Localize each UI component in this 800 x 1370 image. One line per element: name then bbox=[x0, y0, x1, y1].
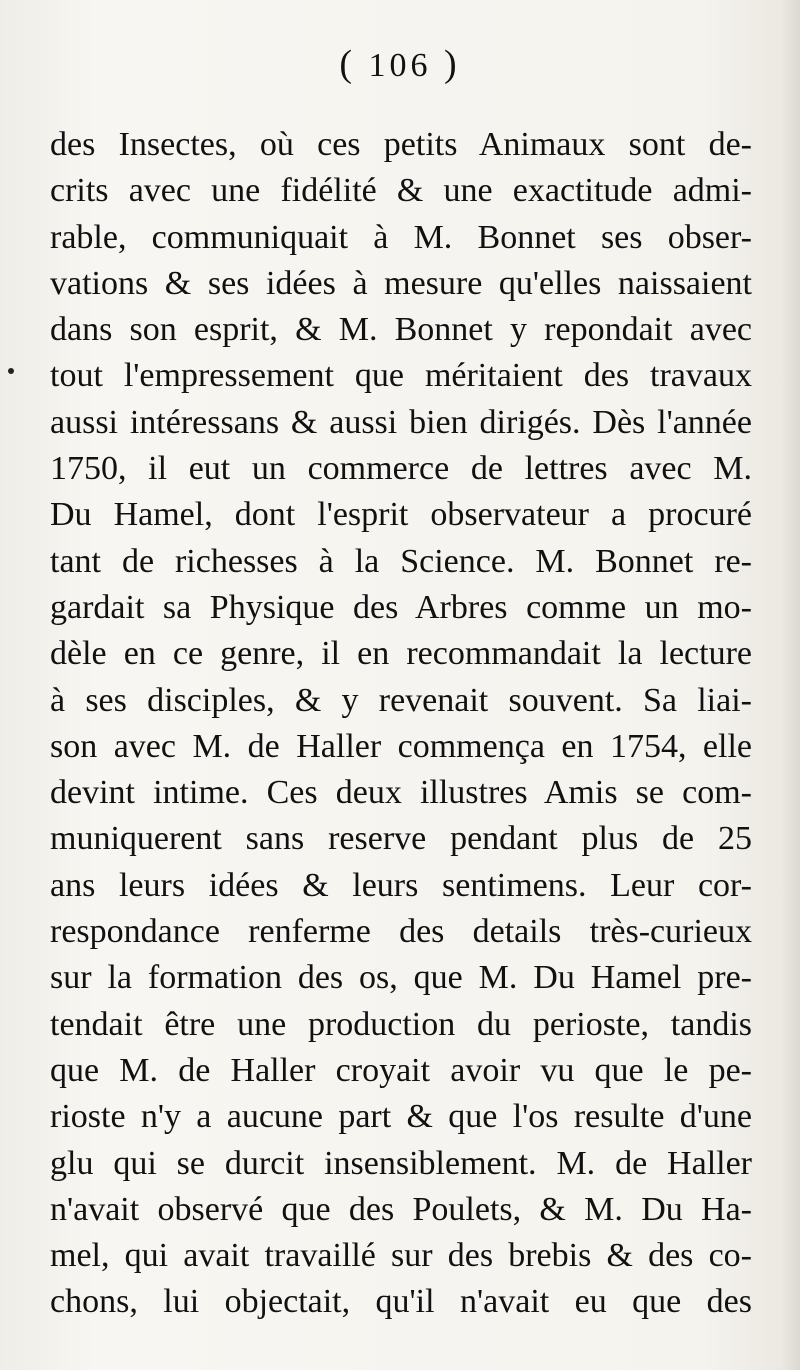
text-line: tout l'empressement que méritaient des travaux bbox=[50, 357, 752, 395]
text-line: chons, lui objectait, qu'il n'avait eu que des bbox=[50, 1283, 752, 1321]
text-line: tendait être une production du perioste, tandis bbox=[50, 1005, 752, 1043]
text-line: crits avec une fidélité & une exactitude admi- bbox=[50, 172, 752, 210]
body-text bbox=[50, 122, 752, 1326]
text-line: dèle en ce genre, il en recommandait la lecture bbox=[50, 635, 752, 673]
text-line: rioste n'y a aucune part & que l'os resulte d'une bbox=[50, 1098, 752, 1136]
text-line: ans leurs idées & leurs sentimens. Leur cor- bbox=[50, 866, 752, 904]
text-line: à ses disciples, & y revenait souvent. Sa liai- bbox=[50, 681, 752, 719]
text-line: son avec M. de Haller commença en 1754, elle bbox=[50, 727, 752, 765]
page-number-open-paren: ( bbox=[339, 43, 356, 85]
margin-dot bbox=[8, 368, 14, 374]
text-line: sur la formation des os, que M. Du Hamel pre- bbox=[50, 959, 752, 997]
page-edge-shadow bbox=[782, 0, 800, 1370]
text-line: glu qui se durcit insensiblement. M. de Haller bbox=[50, 1144, 752, 1182]
text-line: des Insectes, où ces petits Animaux sont de- bbox=[50, 126, 752, 163]
text-line: aussi intéressans & aussi bien dirigés. Dès l'année bbox=[50, 403, 752, 441]
text-line: vations & ses idées à mesure qu'elles naissaient bbox=[50, 264, 752, 302]
text-line: rable, communiquait à M. Bonnet ses obser- bbox=[50, 218, 752, 256]
page-number-value: 106 bbox=[368, 47, 432, 84]
text-line: 1750, il eut un commerce de lettres avec M. bbox=[50, 450, 752, 488]
text-line: mel, qui avait travaillé sur des brebis & des co- bbox=[50, 1237, 752, 1275]
text-line: respondance renferme des details très-curieux bbox=[50, 913, 752, 951]
text-line: n'avait observé que des Poulets, & M. Du Ha- bbox=[50, 1190, 752, 1228]
text-line: muniquerent sans reserve pendant plus de 25 bbox=[50, 820, 752, 858]
text-line: tant de richesses à la Science. M. Bonnet re- bbox=[50, 542, 752, 580]
text-line: Du Hamel, dont l'esprit observateur a procuré bbox=[50, 496, 752, 534]
page-number bbox=[0, 42, 800, 86]
text-line: devint intime. Ces deux illustres Amis se com- bbox=[50, 774, 752, 812]
text-line: gardait sa Physique des Arbres comme un mo- bbox=[50, 588, 752, 626]
text-line: dans son esprit, & M. Bonnet y repondait avec bbox=[50, 311, 752, 349]
page-number-close-paren: ) bbox=[444, 43, 461, 85]
text-line: que M. de Haller croyait avoir vu que le pe- bbox=[50, 1051, 752, 1089]
